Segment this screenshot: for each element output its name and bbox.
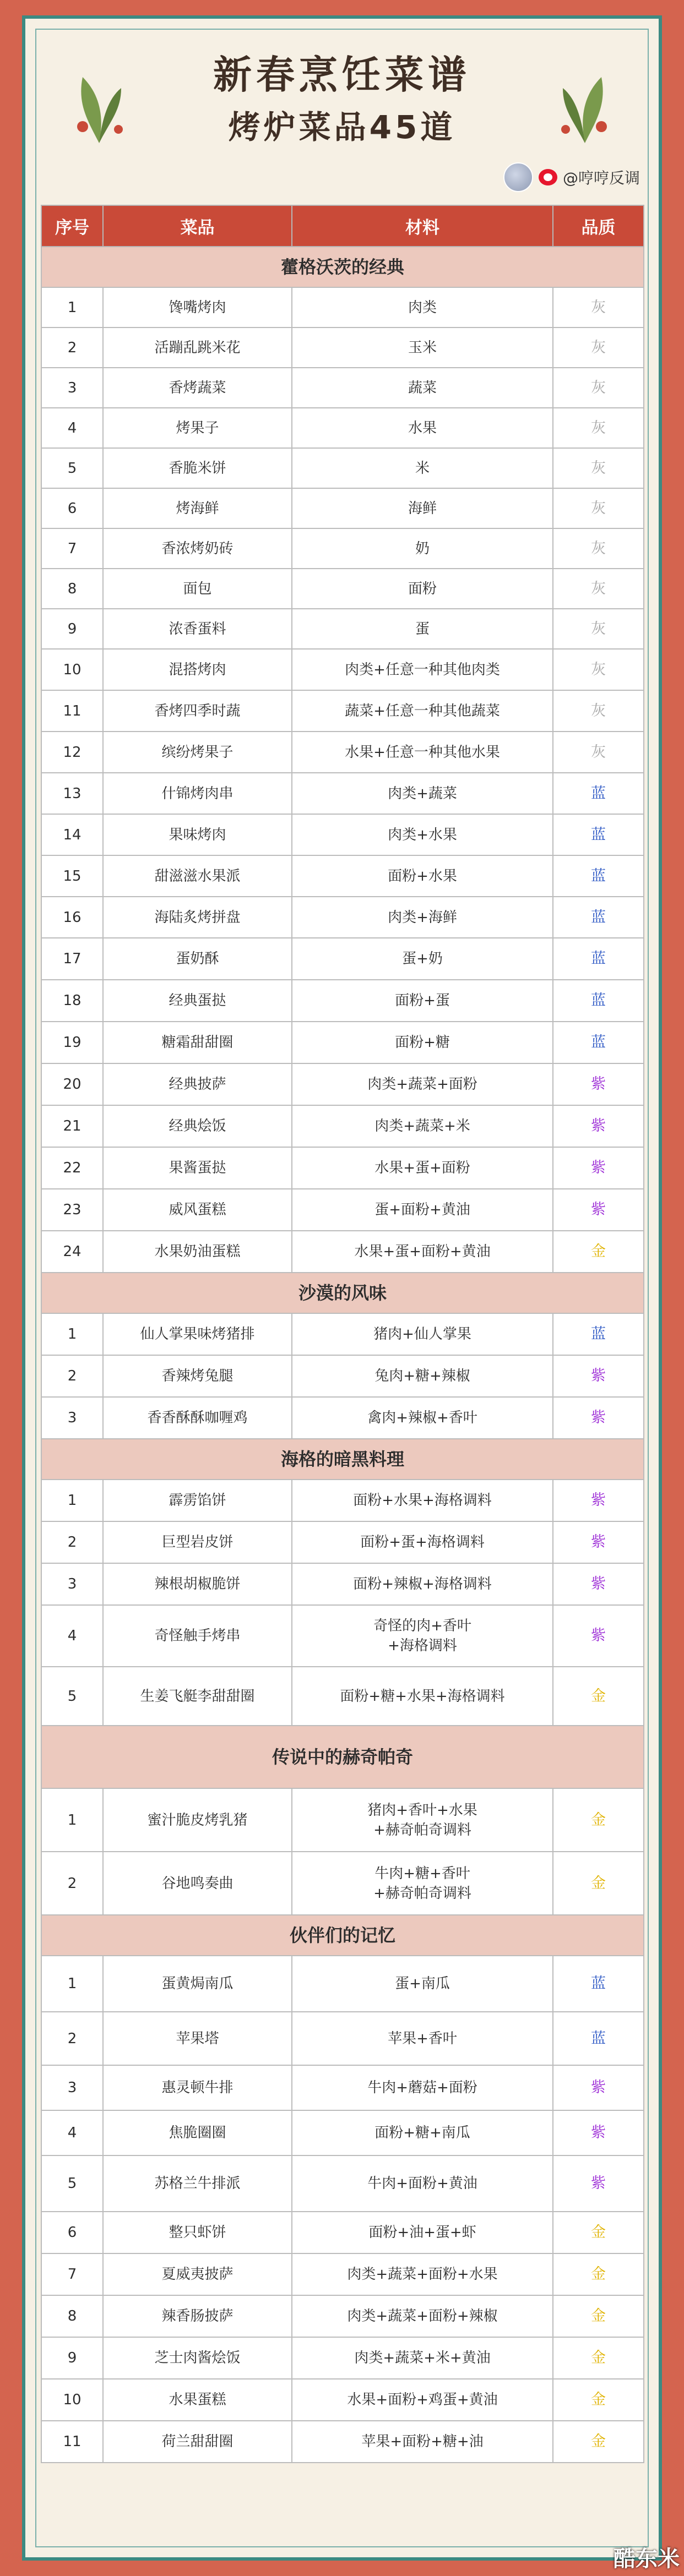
row-number: 16 (41, 897, 103, 938)
ingredients: 牛肉+蘑菇+面粉 (292, 2065, 553, 2110)
table-row (41, 448, 644, 488)
table-row (41, 814, 644, 855)
dish-name: 夏威夷披萨 (103, 2253, 292, 2295)
row-number: 2 (41, 1521, 103, 1563)
quality-badge: 紫 (553, 2110, 644, 2155)
row-number: 11 (41, 690, 103, 732)
row-number: 3 (41, 1397, 103, 1439)
table-row (41, 1231, 644, 1273)
section-title: 藿格沃茨的经典 (41, 247, 644, 287)
ingredients: 面粉+糖 (292, 1022, 553, 1063)
quality-badge: 蓝 (553, 897, 644, 938)
table-row (41, 328, 644, 368)
quality-badge: 紫 (553, 1063, 644, 1105)
quality-badge: 金 (553, 2337, 644, 2379)
quality-badge: 灰 (553, 690, 644, 732)
ingredients: 兔肉+糖+辣椒 (292, 1355, 553, 1397)
quality-badge: 蓝 (553, 2012, 644, 2065)
ingredients: 肉类+任意一种其他肉类 (292, 649, 553, 690)
row-number: 9 (41, 609, 103, 649)
table-row (41, 368, 644, 408)
header (0, 0, 684, 195)
quality-badge: 蓝 (553, 1022, 644, 1063)
row-number: 5 (41, 2155, 103, 2212)
table-row (41, 938, 644, 980)
table-row (41, 732, 644, 773)
row-number: 20 (41, 1063, 103, 1105)
ingredients: 蛋+面粉+黄油 (292, 1189, 553, 1231)
table-body (41, 247, 644, 2463)
quality-badge: 金 (553, 1852, 644, 1915)
row-number: 18 (41, 980, 103, 1022)
row-number: 1 (41, 1956, 103, 2012)
table-row (41, 1852, 644, 1915)
quality-badge: 灰 (553, 732, 644, 773)
row-number: 8 (41, 2295, 103, 2337)
row-number: 5 (41, 448, 103, 488)
dish-name: 果酱蛋挞 (103, 1147, 292, 1189)
table-row (41, 569, 644, 609)
ingredients: 面粉+水果 (292, 855, 553, 897)
column-header: 菜品 (103, 205, 292, 247)
row-number: 5 (41, 1667, 103, 1726)
table-row (41, 649, 644, 690)
quality-badge: 金 (553, 2379, 644, 2421)
ingredients: 肉类+蔬菜+米+黄油 (292, 2337, 553, 2379)
table-row (41, 1667, 644, 1726)
dish-name: 缤纷烤果子 (103, 732, 292, 773)
ingredients: 面粉+糖+水果+海格调料 (292, 1667, 553, 1726)
quality-badge: 紫 (553, 1147, 644, 1189)
dish-name: 辣根胡椒脆饼 (103, 1563, 292, 1605)
row-number: 10 (41, 2379, 103, 2421)
page-title: 新春烹饪菜谱 (213, 52, 471, 97)
section-title: 伙伴们的记忆 (41, 1915, 644, 1956)
recipe-table (41, 205, 644, 2463)
row-number: 2 (41, 1852, 103, 1915)
quality-badge: 蓝 (553, 855, 644, 897)
table-row (41, 2337, 644, 2379)
quality-badge: 灰 (553, 287, 644, 328)
dish-name: 辣香肠披萨 (103, 2295, 292, 2337)
dish-name: 生姜飞艇李甜甜圈 (103, 1667, 292, 1726)
table-row (41, 2110, 644, 2155)
dish-name: 果味烤肉 (103, 814, 292, 855)
dish-name: 仙人掌果味烤猪排 (103, 1313, 292, 1355)
author-credit (503, 162, 640, 192)
table-row (41, 897, 644, 938)
quality-badge: 金 (553, 1231, 644, 1273)
quality-badge: 灰 (553, 368, 644, 408)
table-row (41, 2065, 644, 2110)
ingredients: 蔬菜 (292, 368, 553, 408)
quality-badge: 紫 (553, 1563, 644, 1605)
ingredients: 猪肉+香叶+水果 +赫奇帕奇调料 (292, 1788, 553, 1852)
dish-name: 苏格兰牛排派 (103, 2155, 292, 2212)
table-header-row (41, 205, 644, 247)
ingredients: 蛋+奶 (292, 938, 553, 980)
dish-name: 活蹦乱跳米花 (103, 328, 292, 368)
quality-badge: 蓝 (553, 1313, 644, 1355)
dish-name: 糖霜甜甜圈 (103, 1022, 292, 1063)
row-number: 1 (41, 1313, 103, 1355)
table-row (41, 2155, 644, 2212)
table-row (41, 1480, 644, 1521)
section-header-row (41, 1439, 644, 1480)
ingredients: 面粉+油+蛋+虾 (292, 2212, 553, 2253)
author-handle: @哼哼反调 (562, 169, 640, 187)
table-row (41, 1605, 644, 1667)
quality-badge: 紫 (553, 1521, 644, 1563)
quality-badge: 蓝 (553, 1956, 644, 2012)
ingredients: 面粉+辣椒+海格调料 (292, 1563, 553, 1605)
quality-badge: 紫 (553, 1397, 644, 1439)
ingredients: 面粉+糖+南瓜 (292, 2110, 553, 2155)
dish-name: 经典披萨 (103, 1063, 292, 1105)
dish-name: 香辣烤兔腿 (103, 1355, 292, 1397)
table-row (41, 2012, 644, 2065)
row-number: 24 (41, 1231, 103, 1273)
ingredients: 肉类+蔬菜 (292, 773, 553, 814)
table-row (41, 2379, 644, 2421)
table-row (41, 773, 644, 814)
ingredients: 水果+蛋+面粉+黄油 (292, 1231, 553, 1273)
quality-badge: 灰 (553, 569, 644, 609)
quality-badge: 紫 (553, 2065, 644, 2110)
ingredients: 蛋 (292, 609, 553, 649)
dish-name: 整只虾饼 (103, 2212, 292, 2253)
quality-badge: 灰 (553, 448, 644, 488)
section-title: 海格的暗黑料理 (41, 1439, 644, 1480)
quality-badge: 金 (553, 2253, 644, 2295)
row-number: 6 (41, 2212, 103, 2253)
row-number: 4 (41, 408, 103, 448)
ingredients: 奶 (292, 528, 553, 569)
ingredients: 水果+蛋+面粉 (292, 1147, 553, 1189)
row-number: 19 (41, 1022, 103, 1063)
dish-name: 经典烩饭 (103, 1105, 292, 1147)
table-row (41, 980, 644, 1022)
ingredients: 蔬菜+任意一种其他蔬菜 (292, 690, 553, 732)
dish-name: 威风蛋糕 (103, 1189, 292, 1231)
ingredients: 面粉+蛋+海格调料 (292, 1521, 553, 1563)
dish-name: 苹果塔 (103, 2012, 292, 2065)
ingredients: 蛋+南瓜 (292, 1956, 553, 2012)
subtitle-text: 烤炉菜品45道 (228, 108, 456, 146)
table-row (41, 1147, 644, 1189)
dish-name: 水果奶油蛋糕 (103, 1231, 292, 1273)
table-row (41, 609, 644, 649)
ingredients: 肉类 (292, 287, 553, 328)
row-number: 2 (41, 2012, 103, 2065)
dish-name: 芝士肉酱烩饭 (103, 2337, 292, 2379)
dish-name: 焦脆圈圈 (103, 2110, 292, 2155)
table-row (41, 1022, 644, 1063)
dish-name: 香浓烤奶砖 (103, 528, 292, 569)
dish-name: 香脆米饼 (103, 448, 292, 488)
dish-name: 馋嘴烤肉 (103, 287, 292, 328)
section-header-row (41, 1726, 644, 1788)
ingredients: 海鲜 (292, 488, 553, 528)
dish-name: 香烤四季时蔬 (103, 690, 292, 732)
weibo-icon (539, 169, 557, 185)
row-number: 14 (41, 814, 103, 855)
row-number: 2 (41, 328, 103, 368)
table-row (41, 1563, 644, 1605)
ingredients: 奇怪的肉+香叶 +海格调料 (292, 1605, 553, 1667)
table-row (41, 1397, 644, 1439)
quality-badge: 灰 (553, 408, 644, 448)
quality-badge: 紫 (553, 1189, 644, 1231)
table-row (41, 488, 644, 528)
quality-badge: 金 (553, 2421, 644, 2463)
ingredients: 肉类+蔬菜+米 (292, 1105, 553, 1147)
ingredients: 水果+面粉+鸡蛋+黄油 (292, 2379, 553, 2421)
dish-name: 香香酥酥咖喱鸡 (103, 1397, 292, 1439)
section-title: 传说中的赫奇帕奇 (41, 1726, 644, 1788)
table-row (41, 855, 644, 897)
row-number: 4 (41, 1605, 103, 1667)
table-row (41, 1521, 644, 1563)
table-row (41, 2253, 644, 2295)
dish-name: 蜜汁脆皮烤乳猪 (103, 1788, 292, 1852)
quality-badge: 紫 (553, 1480, 644, 1521)
quality-badge: 灰 (553, 528, 644, 569)
row-number: 3 (41, 1563, 103, 1605)
row-number: 10 (41, 649, 103, 690)
ingredients: 猪肉+仙人掌果 (292, 1313, 553, 1355)
dish-name: 奇怪触手烤串 (103, 1605, 292, 1667)
table-row (41, 1313, 644, 1355)
row-number: 11 (41, 2421, 103, 2463)
quality-badge: 蓝 (553, 980, 644, 1022)
row-number: 21 (41, 1105, 103, 1147)
ingredients: 米 (292, 448, 553, 488)
dish-name: 面包 (103, 569, 292, 609)
section-header-row (41, 1915, 644, 1956)
dish-name: 荷兰甜甜圈 (103, 2421, 292, 2463)
ingredients: 面粉+蛋 (292, 980, 553, 1022)
quality-badge: 灰 (553, 649, 644, 690)
section-header-row (41, 1273, 644, 1313)
ingredients: 牛肉+糖+香叶 +赫奇帕奇调料 (292, 1852, 553, 1915)
dish-name: 谷地鸣奏曲 (103, 1852, 292, 1915)
row-number: 1 (41, 1480, 103, 1521)
table-row (41, 1189, 644, 1231)
table-row (41, 2295, 644, 2337)
avatar (503, 162, 533, 192)
dish-name: 混搭烤肉 (103, 649, 292, 690)
row-number: 13 (41, 773, 103, 814)
quality-badge: 灰 (553, 328, 644, 368)
dish-name: 蛋奶酥 (103, 938, 292, 980)
dish-name: 烤海鲜 (103, 488, 292, 528)
ingredients: 肉类+蔬菜+面粉+辣椒 (292, 2295, 553, 2337)
quality-badge: 金 (553, 2212, 644, 2253)
table-row (41, 1956, 644, 2012)
recipe-table-wrap (41, 205, 643, 2463)
quality-badge: 灰 (553, 609, 644, 649)
dish-name: 什锦烤肉串 (103, 773, 292, 814)
table-row (41, 1105, 644, 1147)
row-number: 22 (41, 1147, 103, 1189)
row-number: 1 (41, 1788, 103, 1852)
table-row (41, 287, 644, 328)
dish-name: 霹雳馅饼 (103, 1480, 292, 1521)
row-number: 9 (41, 2337, 103, 2379)
table-row (41, 1063, 644, 1105)
ingredients: 玉米 (292, 328, 553, 368)
column-header: 品质 (553, 205, 644, 247)
quality-badge: 紫 (553, 1105, 644, 1147)
row-number: 6 (41, 488, 103, 528)
quality-badge: 金 (553, 1788, 644, 1852)
row-number: 8 (41, 569, 103, 609)
row-number: 23 (41, 1189, 103, 1231)
quality-badge: 蓝 (553, 814, 644, 855)
dish-name: 浓香蛋料 (103, 609, 292, 649)
table-row (41, 1355, 644, 1397)
ingredients: 水果+任意一种其他水果 (292, 732, 553, 773)
section-header-row (41, 247, 644, 287)
row-number: 4 (41, 2110, 103, 2155)
quality-badge: 金 (553, 1667, 644, 1726)
dish-name: 水果蛋糕 (103, 2379, 292, 2421)
row-number: 3 (41, 2065, 103, 2110)
ingredients: 面粉+水果+海格调料 (292, 1480, 553, 1521)
dish-name: 海陆炙烤拼盘 (103, 897, 292, 938)
table-row (41, 408, 644, 448)
dish-name: 巨型岩皮饼 (103, 1521, 292, 1563)
ingredients: 肉类+海鲜 (292, 897, 553, 938)
column-header: 材料 (292, 205, 553, 247)
quality-badge: 紫 (553, 1605, 644, 1667)
dish-name: 惠灵顿牛排 (103, 2065, 292, 2110)
table-row (41, 690, 644, 732)
row-number: 3 (41, 368, 103, 408)
ingredients: 禽肉+辣椒+香叶 (292, 1397, 553, 1439)
ingredients: 苹果+面粉+糖+油 (292, 2421, 553, 2463)
row-number: 12 (41, 732, 103, 773)
dish-name: 经典蛋挞 (103, 980, 292, 1022)
quality-badge: 紫 (553, 2155, 644, 2212)
ingredients: 肉类+水果 (292, 814, 553, 855)
table-row (41, 528, 644, 569)
watermark: 酷东米 (614, 2546, 680, 2572)
table-row (41, 2421, 644, 2463)
quality-badge: 紫 (553, 1355, 644, 1397)
dish-name: 香烤蔬菜 (103, 368, 292, 408)
quality-badge: 金 (553, 2295, 644, 2337)
row-number: 17 (41, 938, 103, 980)
column-header: 序号 (41, 205, 103, 247)
ingredients: 肉类+蔬菜+面粉 (292, 1063, 553, 1105)
ingredients: 水果 (292, 408, 553, 448)
row-number: 7 (41, 2253, 103, 2295)
dish-name: 蛋黄焗南瓜 (103, 1956, 292, 2012)
row-number: 2 (41, 1355, 103, 1397)
ingredients: 肉类+蔬菜+面粉+水果 (292, 2253, 553, 2295)
dish-name: 烤果子 (103, 408, 292, 448)
table-row (41, 2212, 644, 2253)
dish-name: 甜滋滋水果派 (103, 855, 292, 897)
ingredients: 牛肉+面粉+黄油 (292, 2155, 553, 2212)
quality-badge: 蓝 (553, 773, 644, 814)
row-number: 7 (41, 528, 103, 569)
table-row (41, 1788, 644, 1852)
section-title: 沙漠的风味 (41, 1273, 644, 1313)
page-subtitle (0, 98, 684, 151)
row-number: 1 (41, 287, 103, 328)
quality-badge: 灰 (553, 488, 644, 528)
ingredients: 苹果+香叶 (292, 2012, 553, 2065)
row-number: 15 (41, 855, 103, 897)
quality-badge: 蓝 (553, 938, 644, 980)
ingredients: 面粉 (292, 569, 553, 609)
